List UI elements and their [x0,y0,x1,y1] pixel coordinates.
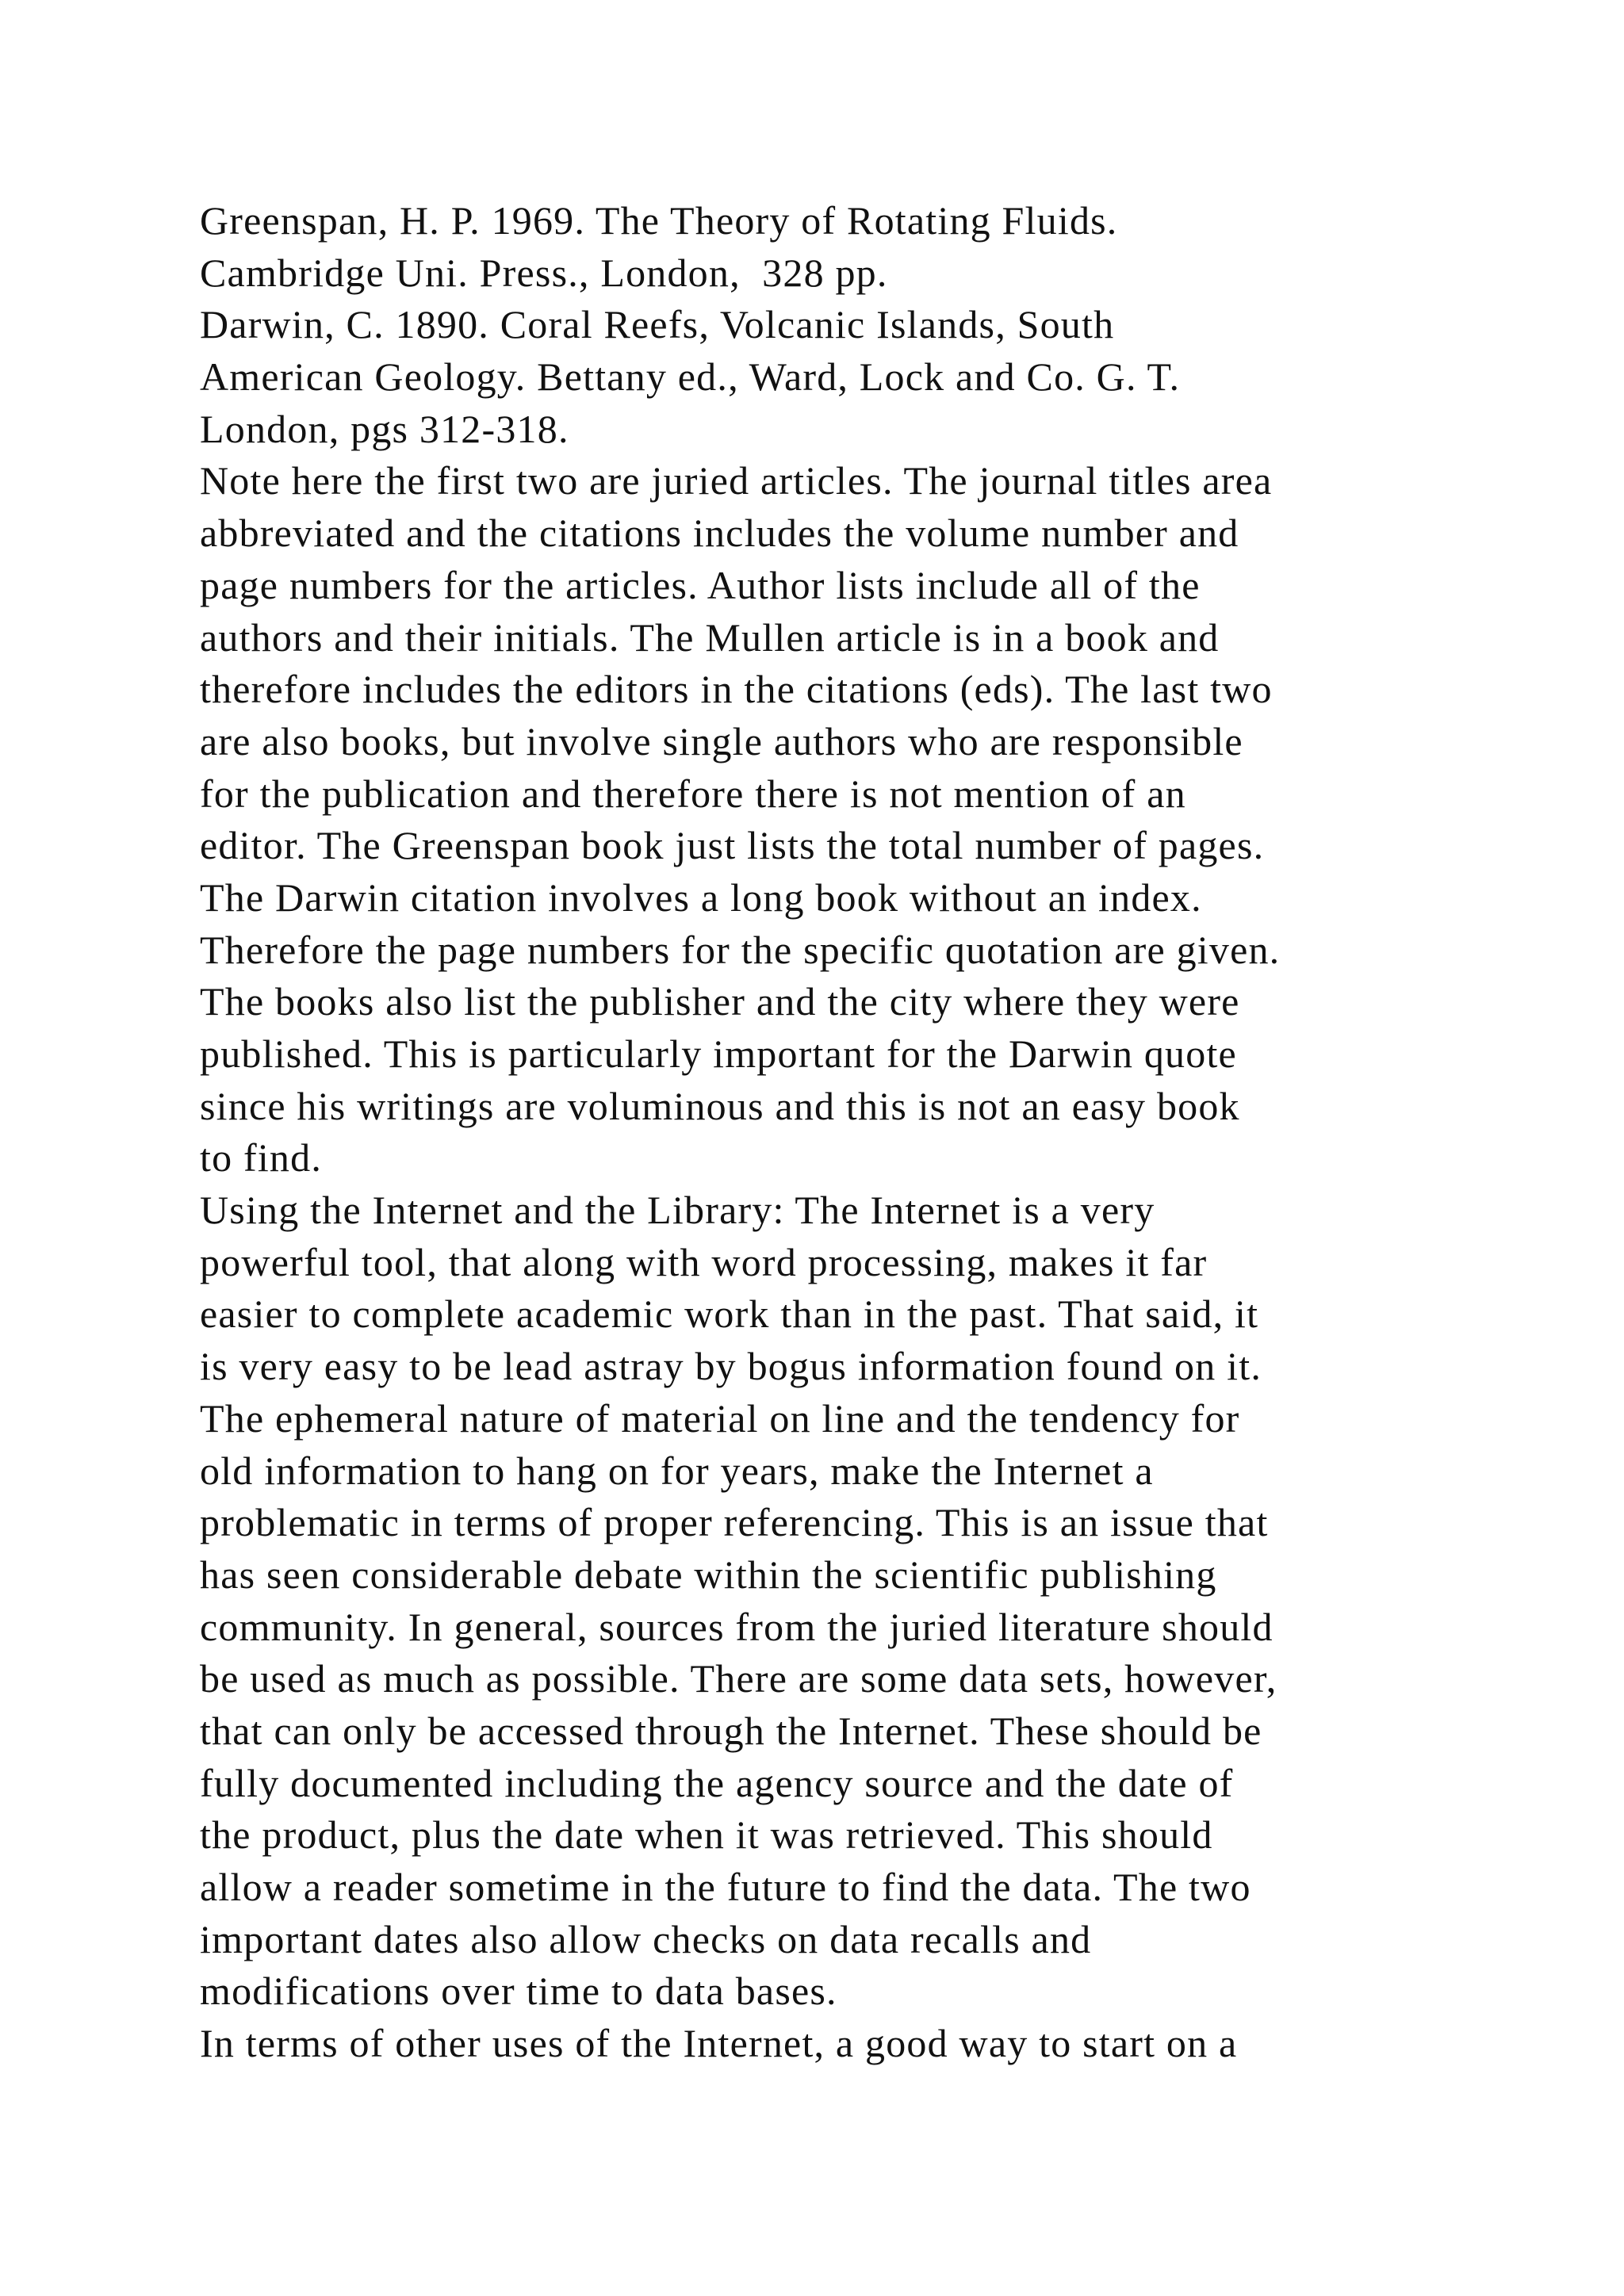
text-line: powerful tool, that along with word processing, makes it far [200,1239,1208,1284]
text-line: Cambridge Uni. Press., London, 328 pp. [200,250,888,295]
text-line: The ephemeral nature of material on line and the tendency for [200,1395,1240,1441]
text-line: important dates also allow checks on data recalls and [200,1916,1092,1961]
text-line: page numbers for the articles. Author lists include all of the [200,562,1201,607]
text-line: editor. The Greenspan book just lists the total number of pages. [200,823,1265,868]
text-line: Darwin, C. 1890. Coral Reefs, Volcanic Islands, South [200,302,1115,347]
text-line: American Geology. Bettany ed., Ward, Lock and Co. G. T. [200,354,1181,400]
text-line: the product, plus the date when it was retrieved. This should [200,1812,1213,1858]
text-line: has seen considerable debate within the scientific publishing [200,1552,1217,1597]
text-line: are also books, but involve single authors who are responsible [200,718,1243,763]
text-line: fully documented including the agency source and the date of [200,1760,1234,1805]
text-line: Greenspan, H. P. 1969. The Theory of Rotating Fluids. [200,198,1118,243]
text-line: The Darwin citation involves a long book without an index. [200,874,1202,920]
text-line: Note here the first two are juried articles. The journal titles area [200,458,1273,503]
text-line: therefore includes the editors in the citations (eds). The last two [200,667,1273,712]
text-line: since his writings are voluminous and this is not an easy book [200,1083,1240,1128]
text-line: Using the Internet and the Library: The Internet is a very [200,1188,1155,1233]
text-line: for the publication and therefore there is not mention of an [200,771,1186,816]
text-line: London, pgs 312-318. [200,406,569,451]
text-line: In terms of other uses of the Internet, a good way to start on a [200,2021,1238,2066]
text-line: abbreviated and the citations includes the volume number and [200,511,1239,556]
text-line: problematic in terms of proper referencing. This is an issue that [200,1500,1269,1545]
text-line: old information to hang on for years, make the Internet a [200,1448,1154,1493]
text-line: modifications over time to data bases. [200,1969,837,2014]
text-line: authors and their initials. The Mullen article is in a book and [200,614,1220,660]
text-line: community. In general, sources from the juried literature should [200,1604,1274,1649]
text-line: to find. [200,1135,323,1181]
text-line: The books also list the publisher and the city where they were [200,979,1240,1024]
text-line: easier to complete academic work than in the past. That said, it [200,1292,1259,1337]
text-line: allow a reader sometime in the future to find the data. The two [200,1865,1251,1909]
text-line: that can only be accessed through the Internet. These should be [200,1708,1262,1753]
text-line: Therefore the page numbers for the specific quotation are given. [200,927,1281,972]
text-line: published. This is particularly important for the Darwin quote [200,1031,1237,1076]
body-text [200,195,1469,2070]
text-line: be used as much as possible. There are some data sets, however, [200,1656,1277,1701]
text-line: is very easy to be lead astray by bogus information found on it. [200,1344,1262,1389]
